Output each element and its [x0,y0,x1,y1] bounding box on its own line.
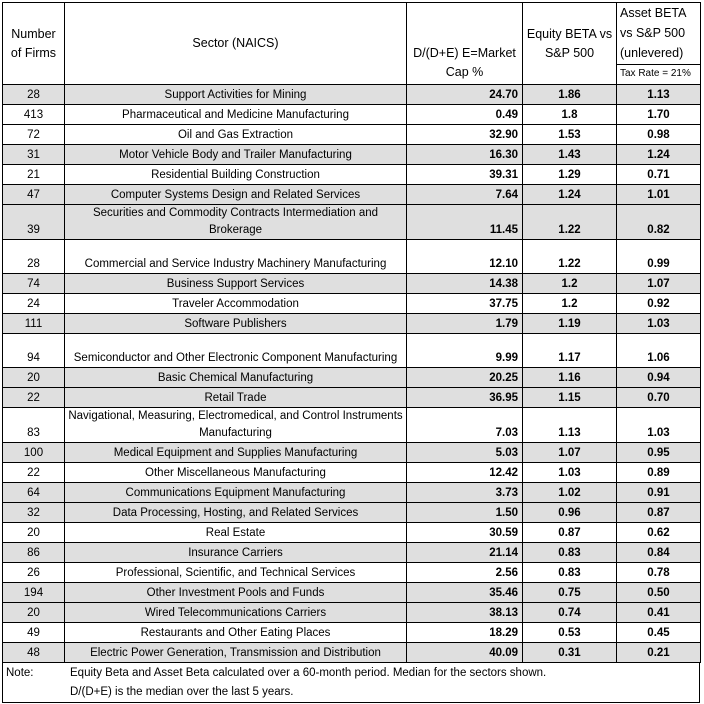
debt-ratio: 37.75 [407,294,523,314]
table-row [3,563,701,583]
sector-name: Oil and Gas Extraction [65,125,407,145]
table-row [3,85,701,105]
firm-count: 39 [3,205,65,240]
table-row [3,314,701,334]
asset-beta: 0.78 [617,563,701,583]
equity-beta: 1.07 [523,443,617,463]
firm-count: 24 [3,294,65,314]
equity-beta: 0.75 [523,583,617,603]
equity-beta: 0.83 [523,543,617,563]
sector-name: Insurance Carriers [65,543,407,563]
asset-beta: 0.94 [617,368,701,388]
asset-beta: 0.41 [617,603,701,623]
asset-beta: 0.89 [617,463,701,483]
debt-ratio: 20.25 [407,368,523,388]
sector-name: Navigational, Measuring, Electromedical, and Control Instruments Manufacturing [65,408,407,443]
firm-count: 48 [3,643,65,663]
table-row [3,443,701,463]
asset-beta: 1.24 [617,145,701,165]
sector-name: Residential Building Construction [65,165,407,185]
debt-ratio: 12.42 [407,463,523,483]
equity-beta: 0.74 [523,603,617,623]
asset-beta: 0.21 [617,643,701,663]
equity-beta: 1.13 [523,408,617,443]
table-row [3,623,701,643]
debt-ratio: 14.38 [407,274,523,294]
table-row [3,185,701,205]
sector-name: Data Processing, Hosting, and Related Services [65,503,407,523]
header-number-of-firms: Number of Firms [3,3,65,85]
asset-beta: 0.87 [617,503,701,523]
header-row [3,3,701,85]
sector-name: Wired Telecommunications Carriers [65,603,407,623]
debt-ratio: 24.70 [407,85,523,105]
table-row [3,463,701,483]
debt-ratio: 39.31 [407,165,523,185]
asset-beta: 0.99 [617,240,701,274]
firm-count: 31 [3,145,65,165]
table-row [3,603,701,623]
table-row [3,145,701,165]
firm-count: 21 [3,165,65,185]
asset-beta: 1.03 [617,408,701,443]
sector-name: Other Miscellaneous Manufacturing [65,463,407,483]
firm-count: 20 [3,368,65,388]
debt-ratio: 7.03 [407,408,523,443]
table-row [3,388,701,408]
firm-count: 22 [3,388,65,408]
firm-count: 64 [3,483,65,503]
firm-count: 413 [3,105,65,125]
debt-ratio: 11.45 [407,205,523,240]
asset-beta: 0.62 [617,523,701,543]
equity-beta: 1.02 [523,483,617,503]
debt-ratio: 36.95 [407,388,523,408]
table-row [3,583,701,603]
equity-beta: 1.22 [523,205,617,240]
firm-count: 28 [3,85,65,105]
equity-beta: 0.53 [523,623,617,643]
equity-beta: 0.87 [523,523,617,543]
equity-beta: 1.86 [523,85,617,105]
sector-name: Other Investment Pools and Funds [65,583,407,603]
table-row [3,503,701,523]
debt-ratio: 3.73 [407,483,523,503]
firm-count: 194 [3,583,65,603]
header-tax-rate: Tax Rate = 21% [617,64,700,82]
sector-name: Professional, Scientific, and Technical Services [65,563,407,583]
header-asset-beta-cell [617,3,701,85]
asset-beta: 0.45 [617,623,701,643]
debt-ratio: 30.59 [407,523,523,543]
firm-count: 47 [3,185,65,205]
sector-name: Business Support Services [65,274,407,294]
equity-beta: 1.24 [523,185,617,205]
equity-beta: 1.22 [523,240,617,274]
equity-beta: 1.8 [523,105,617,125]
header-asset-beta: Asset BETA vs S&P 500 (unlevered) [620,6,686,60]
debt-ratio: 35.46 [407,583,523,603]
equity-beta: 1.43 [523,145,617,165]
debt-ratio: 0.49 [407,105,523,125]
note-box [2,663,700,703]
sector-name: Software Publishers [65,314,407,334]
debt-ratio: 18.29 [407,623,523,643]
sector-name: Support Activities for Mining [65,85,407,105]
equity-beta: 1.53 [523,125,617,145]
equity-beta: 1.2 [523,294,617,314]
debt-ratio: 16.30 [407,145,523,165]
firm-count: 72 [3,125,65,145]
header-equity-beta: Equity BETA vs S&P 500 [523,3,617,85]
firm-count: 83 [3,408,65,443]
debt-ratio: 7.64 [407,185,523,205]
table-row [3,483,701,503]
debt-ratio: 21.14 [407,543,523,563]
asset-beta: 1.01 [617,185,701,205]
sector-name: Retail Trade [65,388,407,408]
firm-count: 49 [3,623,65,643]
firm-count: 86 [3,543,65,563]
equity-beta: 0.31 [523,643,617,663]
firm-count: 20 [3,523,65,543]
sector-name: Medical Equipment and Supplies Manufacturing [65,443,407,463]
firm-count: 20 [3,603,65,623]
table-row [3,368,701,388]
debt-ratio: 40.09 [407,643,523,663]
equity-beta: 1.29 [523,165,617,185]
table-row [3,523,701,543]
sector-name: Securities and Commodity Contracts Intermediation and Brokerage [65,205,407,240]
note-line-1: Equity Beta and Asset Beta calculated over a 60-month period. Median for the sectors shown. [70,667,547,679]
debt-ratio: 1.50 [407,503,523,523]
equity-beta: 1.17 [523,334,617,368]
firm-count: 100 [3,443,65,463]
asset-beta: 1.03 [617,314,701,334]
debt-ratio: 9.99 [407,334,523,368]
equity-beta: 1.03 [523,463,617,483]
debt-ratio: 5.03 [407,443,523,463]
note-label: Note: [6,667,34,679]
firm-count: 111 [3,314,65,334]
debt-ratio: 1.79 [407,314,523,334]
sector-name: Computer Systems Design and Related Services [65,185,407,205]
beta-table [2,2,701,663]
debt-ratio: 38.13 [407,603,523,623]
asset-beta: 0.71 [617,165,701,185]
table-row [3,125,701,145]
asset-beta: 0.70 [617,388,701,408]
sector-name: Semiconductor and Other Electronic Component Manufacturing [65,334,407,368]
asset-beta: 1.70 [617,105,701,125]
header-sector: Sector (NAICS) [65,3,407,85]
table-row [3,205,701,240]
firm-count: 22 [3,463,65,483]
note-line-2: D/(D+E) is the median over the last 5 years. [70,686,294,698]
sector-name: Electric Power Generation, Transmission and Distribution [65,643,407,663]
table-row [3,105,701,125]
asset-beta: 0.95 [617,443,701,463]
sector-name: Commercial and Service Industry Machinery Manufacturing [65,240,407,274]
asset-beta: 1.07 [617,274,701,294]
asset-beta: 0.92 [617,294,701,314]
asset-beta: 0.91 [617,483,701,503]
equity-beta: 0.96 [523,503,617,523]
debt-ratio: 12.10 [407,240,523,274]
firm-count: 28 [3,240,65,274]
asset-beta: 1.06 [617,334,701,368]
asset-beta: 1.13 [617,85,701,105]
header-debt-ratio: D/(D+E) E=Market Cap % [407,3,523,85]
table-row [3,408,701,443]
asset-beta: 0.84 [617,543,701,563]
sector-name: Basic Chemical Manufacturing [65,368,407,388]
debt-ratio: 32.90 [407,125,523,145]
firm-count: 26 [3,563,65,583]
table-row [3,643,701,663]
debt-ratio: 2.56 [407,563,523,583]
asset-beta: 0.98 [617,125,701,145]
table-row [3,165,701,185]
firm-count: 74 [3,274,65,294]
table-row [3,240,701,274]
equity-beta: 0.83 [523,563,617,583]
firm-count: 32 [3,503,65,523]
sector-name: Communications Equipment Manufacturing [65,483,407,503]
table-row [3,274,701,294]
sector-name: Restaurants and Other Eating Places [65,623,407,643]
equity-beta: 1.16 [523,368,617,388]
firm-count: 94 [3,334,65,368]
sector-name: Real Estate [65,523,407,543]
equity-beta: 1.15 [523,388,617,408]
sector-name: Pharmaceutical and Medicine Manufacturing [65,105,407,125]
table-row [3,543,701,563]
asset-beta: 0.50 [617,583,701,603]
table-row [3,334,701,368]
asset-beta: 0.82 [617,205,701,240]
equity-beta: 1.19 [523,314,617,334]
table-row [3,294,701,314]
equity-beta: 1.2 [523,274,617,294]
sector-name: Motor Vehicle Body and Trailer Manufacturing [65,145,407,165]
sector-name: Traveler Accommodation [65,294,407,314]
